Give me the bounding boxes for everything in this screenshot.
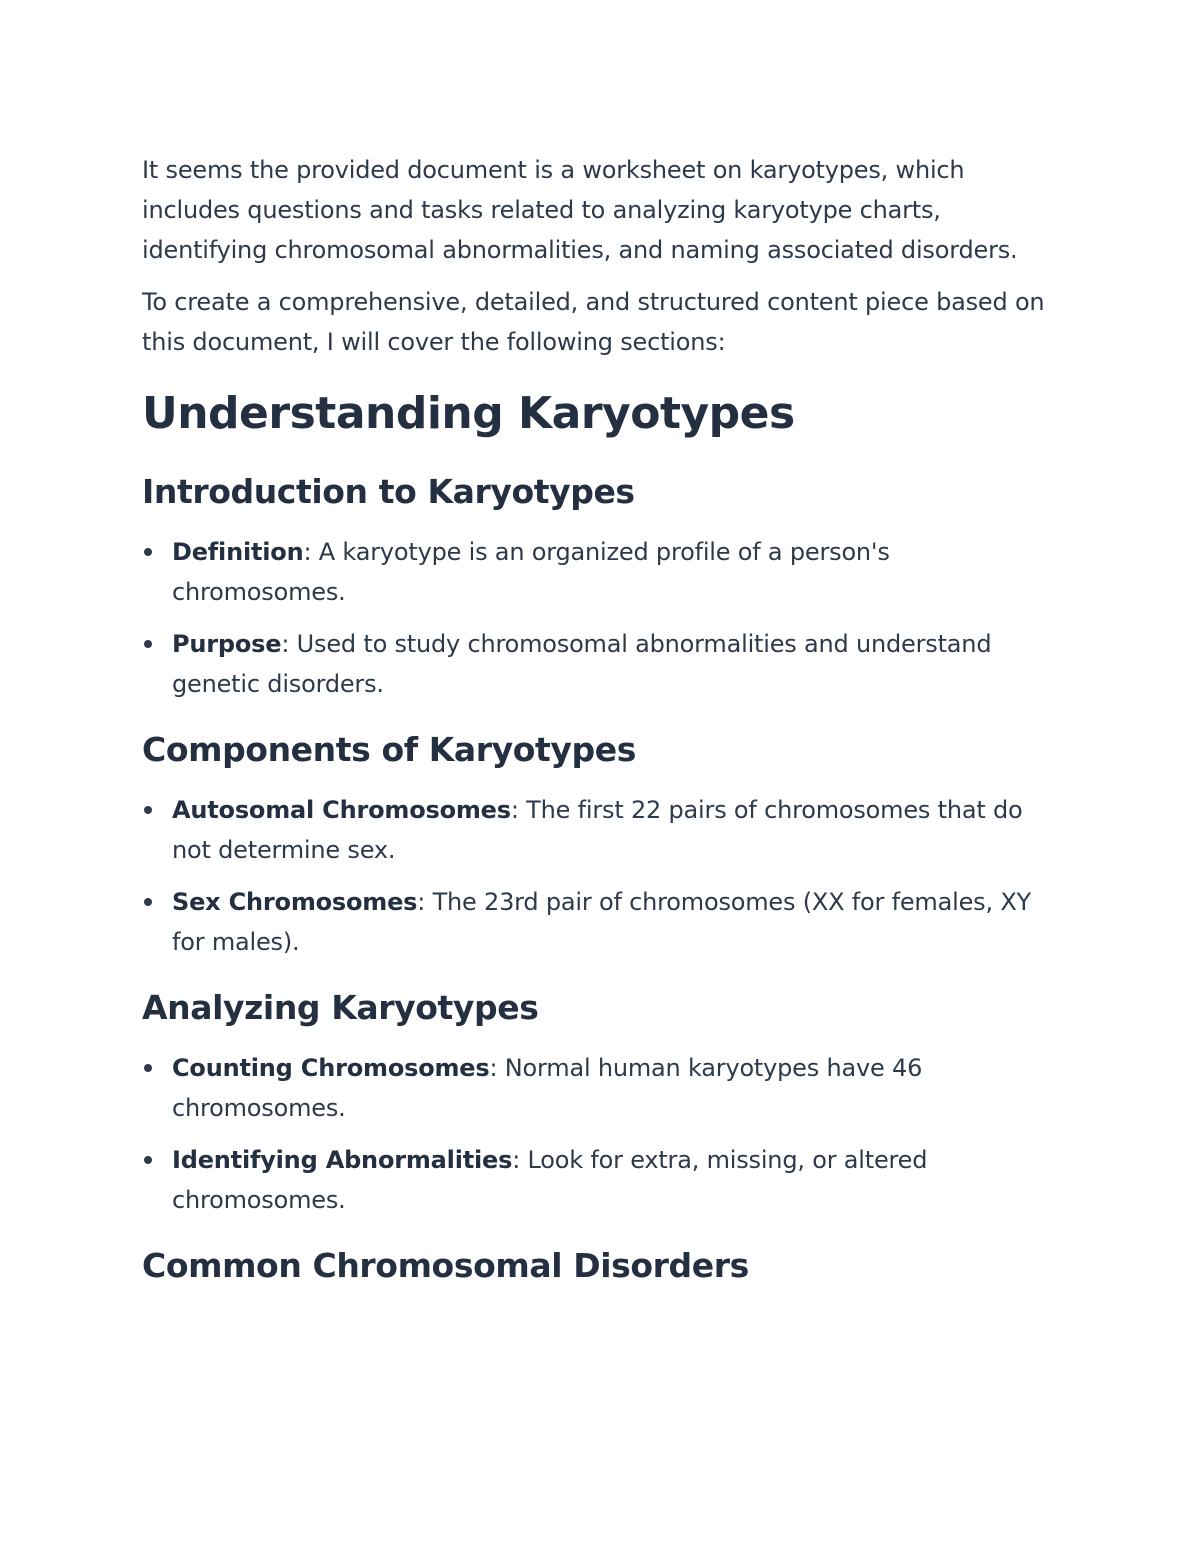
bullet-icon <box>144 806 152 814</box>
bullet-list-components <box>142 790 1052 962</box>
list-item-term: Purpose <box>172 630 282 658</box>
list-item-text: : Normal human karyotypes have 46 chromosomes. <box>172 1054 923 1122</box>
section-heading-disorders: Common Chromosomal Disorders <box>142 1246 749 1285</box>
list-item-term: Sex Chromosomes <box>172 888 418 916</box>
list-item <box>142 532 1052 612</box>
list-item-term: Autosomal Chromosomes <box>172 796 511 824</box>
intro-paragraph-1: It seems the provided document is a worksheet on karyotypes, which includes questions and tasks related to analyzing karyotype charts, identifying chromosomal abnormalities, and naming associated disorders. <box>142 156 1018 264</box>
list-item-term: Identifying Abnormalities <box>172 1146 513 1174</box>
list-item-text: : The 23rd pair of chromosomes (XX for females, XY for males). <box>172 888 1032 956</box>
list-item-text: : Used to study chromosomal abnormalities and understand genetic disorders. <box>172 630 992 698</box>
list-item-term: Counting Chromosomes <box>172 1054 490 1082</box>
list-item <box>142 882 1052 962</box>
bullet-icon <box>144 1064 152 1072</box>
bullet-icon <box>144 640 152 648</box>
list-item-text: : A karyotype is an organized profile of a person's chromosomes. <box>172 538 890 606</box>
bullet-icon <box>144 898 152 906</box>
list-item <box>142 624 1052 704</box>
list-item <box>142 1140 1052 1220</box>
list-item-term: Definition <box>172 538 304 566</box>
list-item-text: : The first 22 pairs of chromosomes that do not determine sex. <box>172 796 1023 864</box>
document-title: Understanding Karyotypes <box>142 388 795 439</box>
list-item <box>142 1048 1052 1128</box>
bullet-list-analyzing <box>142 1048 1052 1220</box>
section-heading-components: Components of Karyotypes <box>142 730 636 769</box>
section-heading-introduction: Introduction to Karyotypes <box>142 472 635 511</box>
bullet-icon <box>144 1156 152 1164</box>
intro-paragraph-2: To create a comprehensive, detailed, and structured content piece based on this document, I will cover the following sections: <box>142 288 1045 356</box>
section-heading-analyzing: Analyzing Karyotypes <box>142 988 539 1027</box>
bullet-icon <box>144 548 152 556</box>
bullet-list-introduction <box>142 532 1052 704</box>
list-item-text: : Look for extra, missing, or altered chromosomes. <box>172 1146 928 1214</box>
document-page <box>142 150 1052 1306</box>
list-item <box>142 790 1052 870</box>
